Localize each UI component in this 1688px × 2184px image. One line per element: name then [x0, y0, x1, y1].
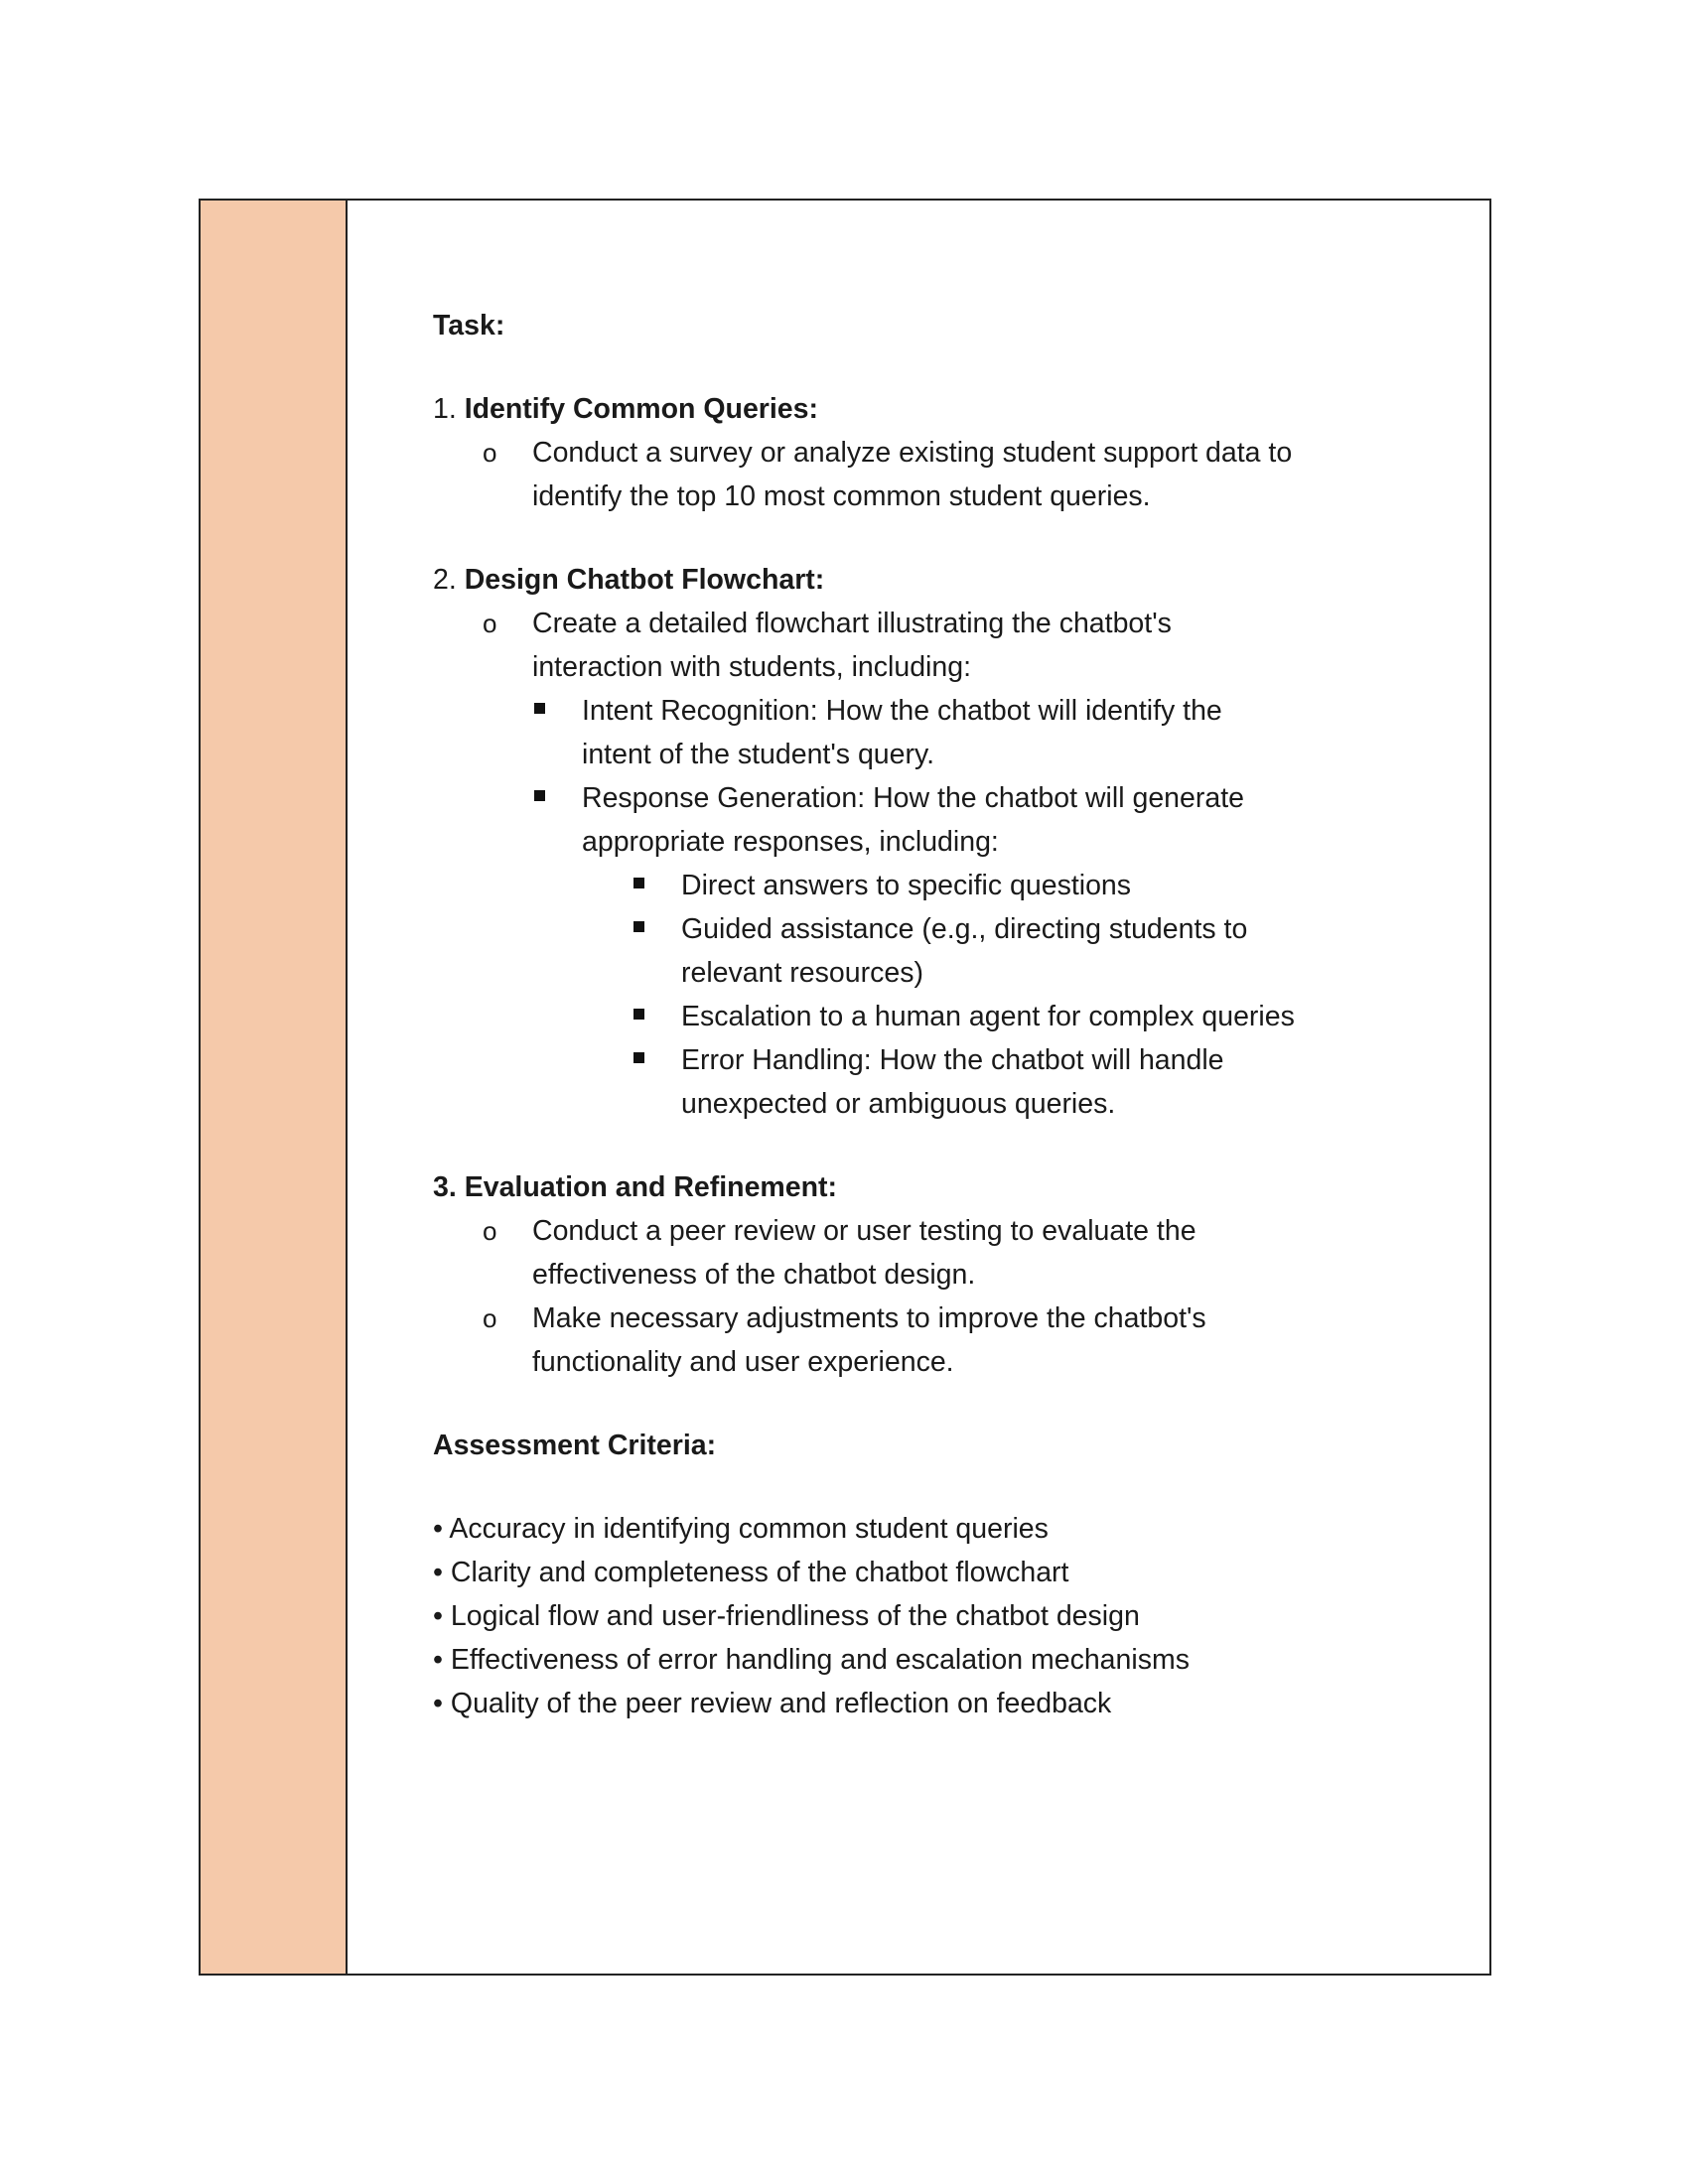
list-item — [433, 689, 1489, 776]
section-2-number: 2. — [433, 564, 457, 596]
square-bullet-icon — [534, 689, 545, 733]
assessment-heading: Assessment Criteria: — [433, 1430, 717, 1461]
bullet-line: Conduct a peer review or user testing to evaluate the — [532, 1215, 1196, 1247]
section-1-title: Identify Common Queries: — [464, 393, 818, 425]
bullet-line: Response Generation: How the chatbot will generate — [582, 782, 1244, 814]
bullet-line: intent of the student's query. — [582, 739, 935, 770]
bullet-line: interaction with students, including: — [532, 651, 972, 683]
bullet-line: Create a detailed flowchart illustrating the chatbot's — [532, 608, 1172, 639]
bullet-line: Direct answers to specific questions — [681, 870, 1132, 901]
bullet-line: functionality and user experience. — [532, 1346, 954, 1378]
bullet-line: Error Handling: How the chatbot will handle — [681, 1044, 1224, 1076]
list-item — [433, 1297, 1489, 1384]
bullet-line: Escalation to a human agent for complex queries — [681, 1001, 1295, 1032]
bullet-line: Guided assistance (e.g., directing students to — [681, 913, 1248, 945]
list-item — [433, 602, 1489, 689]
square-bullet-icon — [633, 907, 644, 951]
section-3-title: Evaluation and Refinement: — [464, 1171, 838, 1203]
square-bullet-icon — [633, 864, 644, 907]
sidebar-accent — [201, 201, 348, 1974]
list-item — [433, 907, 1489, 995]
section-1-number: 1. — [433, 393, 457, 425]
bullet-line: unexpected or ambiguous queries. — [681, 1088, 1116, 1120]
bullet-line: relevant resources) — [681, 957, 923, 989]
section-3-heading — [433, 1165, 1489, 1209]
bullet-line: effectiveness of the chatbot design. — [532, 1259, 976, 1291]
list-item — [433, 1209, 1489, 1297]
document-frame — [199, 199, 1491, 1976]
section-1-heading — [433, 387, 1489, 431]
square-bullet-icon — [633, 995, 644, 1038]
list-item — [433, 1038, 1489, 1126]
list-item — [433, 431, 1489, 518]
square-bullet-icon — [633, 1038, 644, 1082]
criteria-item: • Quality of the peer review and reflection on feedback — [433, 1688, 1112, 1719]
circle-bullet-icon: o — [483, 438, 497, 468]
section-3-number: 3. — [433, 1171, 457, 1203]
bullet-line: Make necessary adjustments to improve the chatbot's — [532, 1302, 1206, 1334]
bullet-line: identify the top 10 most common student queries. — [532, 480, 1151, 512]
bullet-line: appropriate responses, including: — [582, 826, 999, 858]
content-area — [348, 201, 1489, 1974]
section-2-heading — [433, 558, 1489, 602]
circle-bullet-icon: o — [483, 1303, 497, 1333]
list-item — [433, 776, 1489, 864]
circle-bullet-icon: o — [483, 1216, 497, 1246]
list-item — [433, 995, 1489, 1038]
square-bullet-icon — [534, 776, 545, 820]
list-item — [433, 864, 1489, 907]
criteria-item: • Effectiveness of error handling and escalation mechanisms — [433, 1644, 1190, 1676]
section-2-title: Design Chatbot Flowchart: — [464, 564, 825, 596]
bullet-line: Conduct a survey or analyze existing student support data to — [532, 437, 1293, 469]
task-heading: Task: — [433, 310, 505, 341]
circle-bullet-icon: o — [483, 609, 497, 638]
criteria-item: • Accuracy in identifying common student queries — [433, 1513, 1049, 1545]
bullet-line: Intent Recognition: How the chatbot will identify the — [582, 695, 1222, 727]
criteria-item: • Clarity and completeness of the chatbot flowchart — [433, 1557, 1069, 1588]
criteria-item: • Logical flow and user-friendliness of the chatbot design — [433, 1600, 1140, 1632]
